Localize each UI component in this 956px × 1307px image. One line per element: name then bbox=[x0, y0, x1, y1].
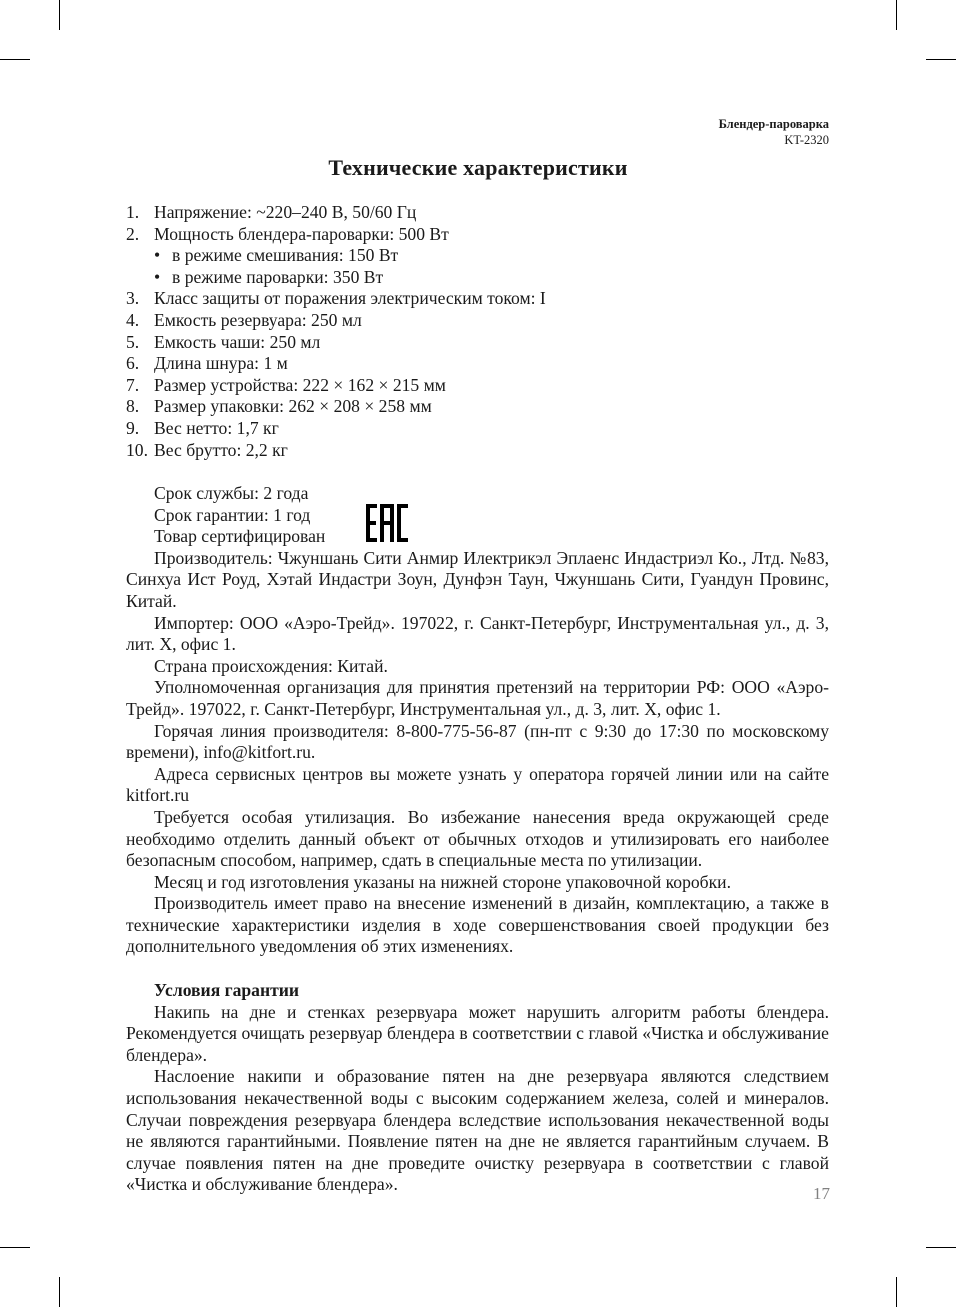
running-header bbox=[719, 116, 829, 148]
spec-item: 1. Напряжение: ~220–240 В, 50/60 Гц bbox=[126, 202, 417, 222]
spec-list bbox=[126, 202, 836, 461]
page-number: 17 bbox=[813, 1184, 830, 1203]
spec-item: 5. Емкость чаши: 250 мл bbox=[126, 331, 321, 352]
crop-mark-bottom-right-h bbox=[926, 1247, 956, 1248]
service-centers-text: Адреса сервисных центров вы можете узнать у оператора горячей линии или на сайте kitfort.ru bbox=[126, 763, 829, 806]
header-model: KT-2320 bbox=[784, 133, 829, 147]
changes-text: Производитель имеет право на внесение изменений в дизайн, комплектацию, а также в технические характеристики изделия в ходе совершенствования своей продукции без дополнительного уведомления об этих изменениях. bbox=[126, 893, 829, 957]
bullet-icon: • bbox=[154, 266, 161, 287]
crop-mark-top-left-h bbox=[0, 59, 30, 60]
disposal-text: Требуется особая утилизация. Во избежание нанесения вреда окружающей среде необходимо отделить данный объект от обычных отходов и утилизировать его наиболее безопасным способом, например, сдать в специальные места по утилизации. bbox=[126, 806, 829, 871]
spec-subitem: • в режиме смешивания: 150 Вт bbox=[154, 245, 399, 266]
warranty-heading: Условия гарантии bbox=[154, 980, 300, 1001]
section-gap bbox=[126, 958, 829, 980]
crop-mark-bottom-left bbox=[59, 1277, 60, 1307]
hotline-text: Горячая линия производителя: 8-800-775-56-87 (пн-пт с 9:30 до 17:30 по московскому времени), info@kitfort.ru. bbox=[126, 720, 829, 763]
manufacturer-text: Производитель: Чжуншань Сити Анмир Илектрикэл Эплаенс Индастриэл Ко., Лтд. №83, Синхуа Ист Роуд, Хэтай Индастри Зоун, Дунфэн Таун, Чжуншань Сити, Гуандун Провинс, Китай. bbox=[126, 547, 829, 611]
spec-item: 3. Класс защиты от поражения электрическим током: I bbox=[126, 288, 546, 309]
spec-item: 10. Вес брутто: 2,2 кг bbox=[126, 439, 288, 460]
service-life: Срок службы: 2 года bbox=[154, 483, 309, 503]
manufacture-date-text: Месяц и год изготовления указаны на нижней стороне упаковочной коробки. bbox=[154, 871, 731, 892]
crop-mark-bottom-right bbox=[896, 1277, 897, 1307]
certified-text: Товар сертифицирован bbox=[154, 526, 326, 547]
origin-text: Страна происхождения: Китай. bbox=[154, 655, 388, 676]
warranty-paragraph: Накипь на дне и стенках резервуара может нарушить алгоритм работы блендера. Рекомендуется очищать резервуар блендера в соответствии с главой «Чистка и обслуживание блендера». bbox=[126, 1001, 829, 1065]
authorized-text: Уполномоченная организация для принятия претензий на территории РФ: ООО «Аэро-Трейд». 197022, г. Санкт-Петербург, Инструментальная ул., д. 3, лит. Х, офис 1. bbox=[126, 677, 829, 719]
spec-item: 4. Емкость резервуара: 250 мл bbox=[126, 309, 362, 330]
spec-item: 2. Мощность блендера-пароварки: 500 Вт bbox=[126, 223, 449, 244]
warranty-paragraph: Наслоение накипи и образование пятен на дне резервуара являются следствием использования некачественной воды с высоким содержанием железа, солей и минералов. Случаи повреждения резервуара блендера вследствие использования некачественной воды не являются гарантийными. Появление пятен на дне не является гарантийным случаем. В случае появления пятен на дне проведите очистку резервуара в соответствии с главой «Чистка и обслуживание блендера». bbox=[126, 1066, 829, 1195]
crop-mark-bottom-left-h bbox=[0, 1247, 30, 1248]
header-product: Блендер-пароварка bbox=[718, 117, 829, 131]
spec-subitem: • в режиме пароварки: 350 Вт bbox=[154, 266, 384, 287]
crop-mark-top-left bbox=[59, 0, 60, 30]
importer-text: Импортер: ООО «Аэро-Трейд». 197022, г. Санкт-Петербург, Инструментальная ул., д. 3, лит. Х, офис 1. bbox=[126, 612, 829, 655]
spec-item: 8. Размер упаковки: 262 × 208 × 258 мм bbox=[126, 396, 432, 417]
spec-item: 7. Размер устройства: 222 × 162 × 215 мм bbox=[126, 374, 446, 395]
bullet-icon: • bbox=[154, 245, 161, 266]
spec-item: 6. Длина шнура: 1 м bbox=[126, 353, 288, 374]
crop-mark-top-right bbox=[896, 0, 897, 30]
crop-mark-top-right-h bbox=[926, 59, 956, 60]
warranty-period: Срок гарантии: 1 год bbox=[154, 504, 311, 525]
info-section bbox=[126, 483, 829, 1196]
spec-item: 9. Вес нетто: 1,7 кг bbox=[126, 417, 279, 438]
page-title: Технические характеристики bbox=[328, 155, 628, 180]
